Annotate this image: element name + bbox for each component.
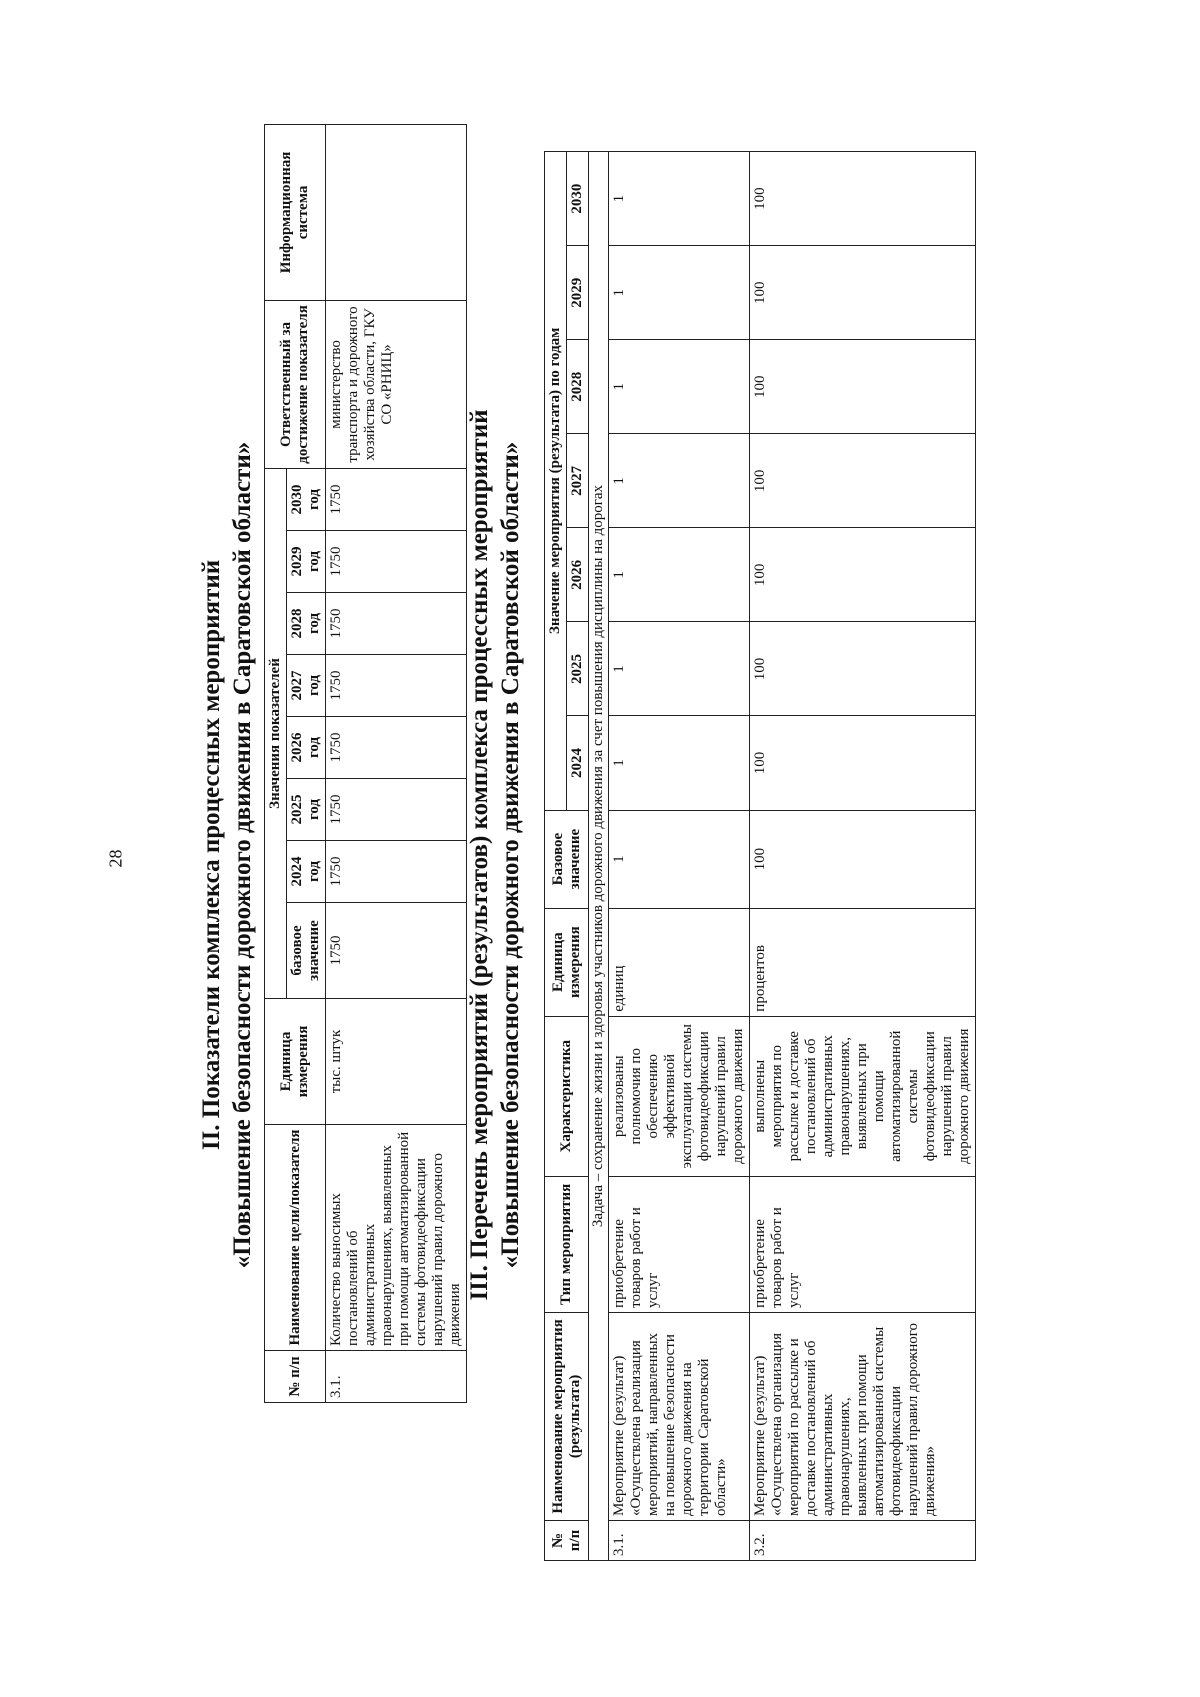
cell-2029: 1: [609, 246, 750, 340]
table-row: [609, 152, 750, 1561]
header-info-system: Информационная система: [265, 124, 326, 300]
cell-base: 1: [609, 810, 750, 908]
cell-characteristic: выполнены мероприятия по рассылке и доставке постановлений об административных правонарушениях, выявленных при помощи автоматизированной системы фотовидеофиксации нарушений правил дорожного движения: [750, 1016, 976, 1176]
indicators-table: [264, 124, 467, 1403]
cell-2025: 1750: [326, 779, 467, 841]
header-2030: 2030: [567, 152, 589, 246]
header-responsible: Ответственный за достижение показателя: [265, 300, 326, 468]
table-row: [750, 152, 976, 1561]
cell-name: Количество выносимых постановлений об административных правонарушениях, выявленных при помощи автоматизированной системы фотовидеофиксации нарушений правил дорожного движения: [326, 1125, 467, 1351]
cell-unit: процентов: [750, 908, 976, 1016]
cell-responsible: министерство транспорта и дорожного хозяйства области, ГКУ СО «РНИЦ»: [326, 300, 467, 468]
cell-2028: 1: [609, 340, 750, 434]
cell-2028: 1750: [326, 593, 467, 655]
header-2025: 2025 год: [287, 779, 326, 841]
header-name: Наименование цели/показателя: [265, 1125, 326, 1351]
cell-base: 1750: [326, 903, 467, 999]
header-unit: Единица измерения: [545, 908, 589, 1016]
section-ii-title: [196, 55, 258, 1655]
table-row: [326, 124, 467, 1402]
header-2024: 2024 год: [287, 841, 326, 903]
header-num: № п/п: [265, 1351, 326, 1403]
cell-unit: единиц: [609, 908, 750, 1016]
header-base: Базовое значение: [545, 810, 589, 908]
cell-2024: 1: [609, 716, 750, 810]
header-2024: 2024: [567, 716, 589, 810]
cell-2025: 1: [609, 622, 750, 716]
cell-info-system: [326, 124, 467, 300]
cell-2027: 100: [750, 434, 976, 528]
cell-2026: 1750: [326, 717, 467, 779]
header-type: Тип мероприятия: [545, 1176, 589, 1312]
header-2027: 2027 год: [287, 655, 326, 717]
cell-num: 3.1.: [609, 1520, 750, 1560]
cell-name: Мероприятие (результат) «Осуществлена реализация мероприятий, направленных на повышение безопасности дорожного движения на территории Саратовской области»: [609, 1312, 750, 1520]
section-iii-title-line1: III. Перечень мероприятий (результатов) комплекса процессных мероприятий: [466, 409, 493, 1301]
task-text: Задача – сохранение жизни и здоровья участников дорожного движения за счет повышения дисциплины на дорогах: [589, 152, 609, 1561]
cell-type: приобретение товаров работ и услуг: [609, 1176, 750, 1312]
cell-type: приобретение товаров работ и услуг: [750, 1176, 976, 1312]
header-num: № п/п: [545, 1520, 589, 1560]
header-values-group: Значения показателей: [265, 468, 287, 998]
header-2027: 2027: [567, 434, 589, 528]
header-2030: 2030 год: [287, 468, 326, 530]
events-table: [544, 151, 976, 1561]
cell-2027: 1750: [326, 655, 467, 717]
header-2026: 2026 год: [287, 717, 326, 779]
header-characteristic: Характеристика: [545, 1016, 589, 1176]
cell-num: 3.2.: [750, 1520, 976, 1560]
header-base: базовое значение: [287, 903, 326, 999]
header-unit: Единица измерения: [265, 999, 326, 1125]
cell-2027: 1: [609, 434, 750, 528]
cell-2026: 1: [609, 528, 750, 622]
cell-2030: 1: [609, 152, 750, 246]
cell-2029: 100: [750, 246, 976, 340]
cell-base: 100: [750, 810, 976, 908]
cell-2024: 100: [750, 716, 976, 810]
cell-characteristic: реализованы полномочия по обеспечению эффективной эксплуатации системы фотовидеофиксации нарушений правил дорожного движения: [609, 1016, 750, 1176]
cell-2030: 1750: [326, 468, 467, 530]
cell-num: 3.1.: [326, 1351, 467, 1403]
cell-2026: 100: [750, 528, 976, 622]
header-2026: 2026: [567, 528, 589, 622]
section-iii-title: [464, 55, 526, 1655]
cell-2029: 1750: [326, 531, 467, 593]
header-2029: 2029: [567, 246, 589, 340]
task-row: [589, 152, 609, 1561]
cell-unit: тыс. штук: [326, 999, 467, 1125]
section-iii-title-line2: «Повышение безопасности дорожного движения в Саратовской области»: [497, 441, 524, 1269]
header-2029: 2029 год: [287, 531, 326, 593]
header-2028: 2028: [567, 340, 589, 434]
header-values-group: Значение мероприятия (результата) по годам: [545, 152, 567, 811]
cell-2030: 100: [750, 152, 976, 246]
cell-2025: 100: [750, 622, 976, 716]
header-name: Наименование мероприятия (результата): [545, 1312, 589, 1520]
header-2025: 2025: [567, 622, 589, 716]
section-ii-title-line1: II. Показатели комплекса процессных мероприятий: [198, 559, 225, 1151]
cell-2024: 1750: [326, 841, 467, 903]
rotated-sheet: [182, 55, 1142, 1655]
section-ii-title-line2: «Повышение безопасности дорожного движения в Саратовской области»: [229, 441, 256, 1269]
page-number: 28: [105, 849, 126, 868]
cell-2028: 100: [750, 340, 976, 434]
header-2028: 2028 год: [287, 593, 326, 655]
cell-name: Мероприятие (результат) «Осуществлена организация мероприятий по рассылке и доставке постановлений об административных правонарушениях, выявленных при помощи автоматизированной системы фотовидеофиксации нарушений правил дорожного движения»: [750, 1312, 976, 1520]
